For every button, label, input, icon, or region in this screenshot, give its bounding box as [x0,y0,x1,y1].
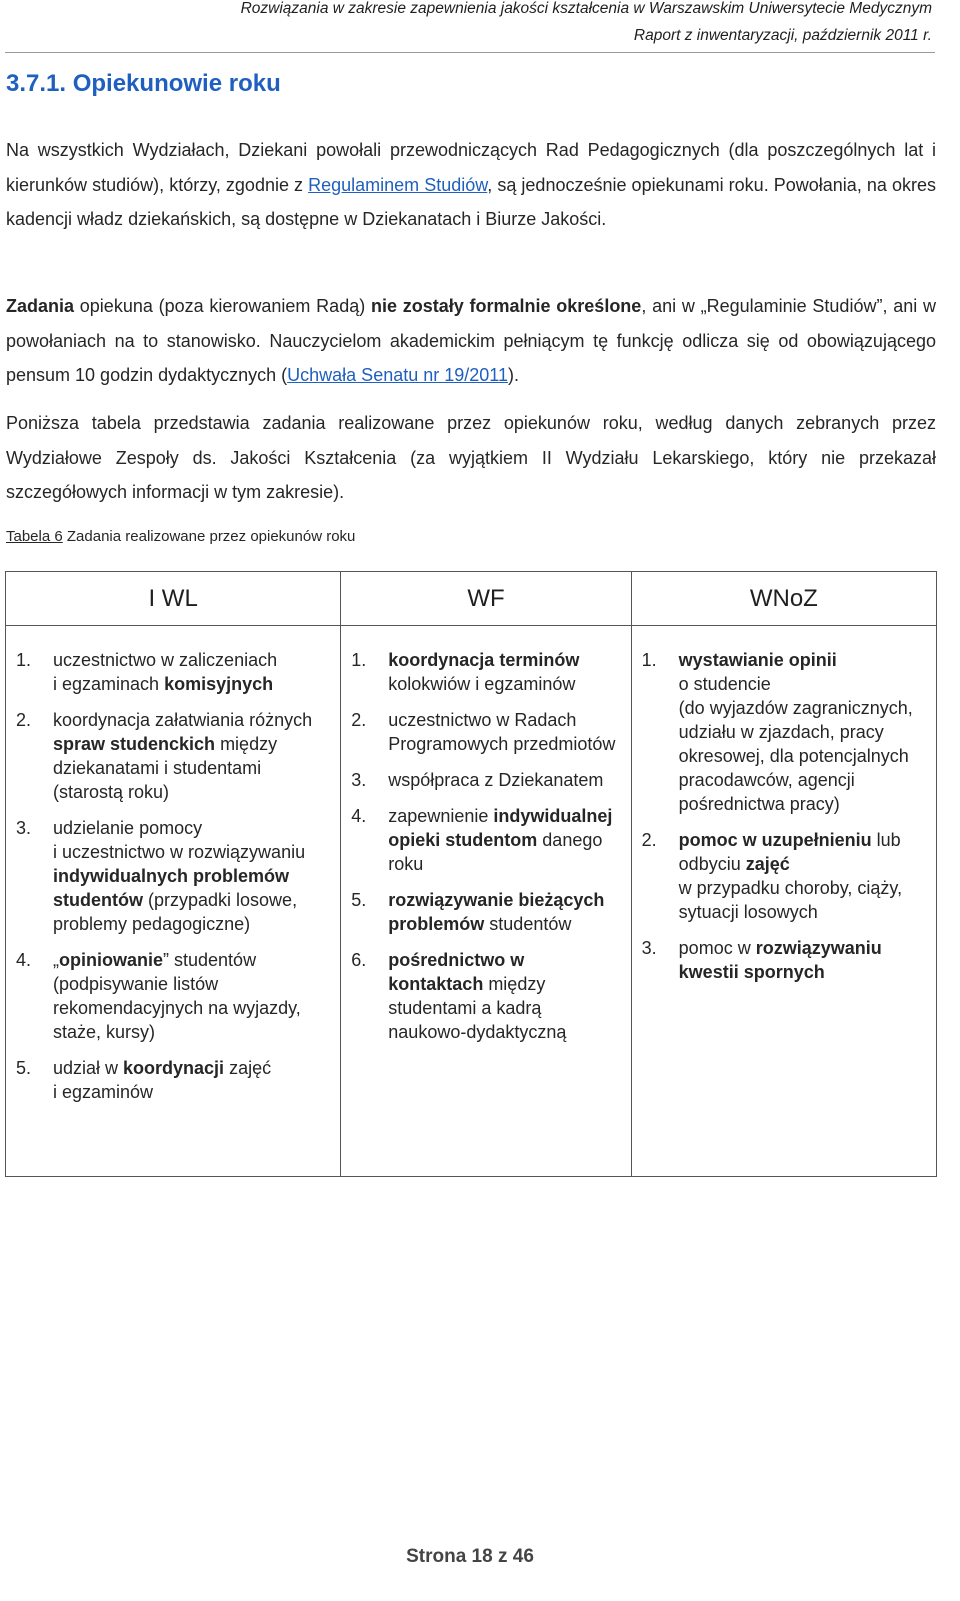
paragraph-2-bold-b: nie zostały formalnie określone [370,296,642,316]
task-number: 4. [16,950,32,970]
paragraph-1 [6,133,936,237]
column-header-iwl: I WL [6,572,341,626]
paragraph-2-text-a: opiekuna (poza kierowaniem Radą) [74,296,371,316]
task-item [351,648,620,696]
header-subtitle: Raport z inwentaryzacji, październik 2011 r. [633,27,932,44]
task-text: pośrednictwo w kontaktach między studentami a kadrą naukowo-dydaktyczną [388,950,567,1042]
task-item [16,1056,330,1104]
task-text: rozwiązywanie bieżących problemów studentów [388,890,605,934]
paragraph-3: Poniższa tabela przedstawia zadania realizowane przez opiekunów roku, według danych zebranych przez Wydziałowe Zespoły ds. Jakości Kształcenia (za wyjątkiem II Wydziału Lekarskiego, który nie przekazał szczegółowych informacji w tym zakresie). [6,413,936,502]
paragraph-1-text-a: Na wszystkich Wydziałach, Dziekani powołali przewodniczących Rad Pedagogicznych (dla poszczególnych lat i kierunków studiów), którzy, zgodnie z [6,140,936,195]
column-wnoz [631,626,936,1177]
task-text: koordynacja terminów kolokwiów i egzaminów [388,650,580,694]
column-iwl [6,626,341,1177]
column-wf [341,626,631,1177]
tasks-table [5,571,937,1177]
task-number: 2. [641,830,657,850]
column-header-wf: WF [341,572,631,626]
task-text: koordynacja załatwiania różnych spraw studenckich między dziekanatami i studentami (starostą roku) [53,710,313,802]
task-item [16,648,330,696]
task-number: 1. [641,650,657,670]
task-number: 2. [351,710,367,730]
task-text: uczestnictwo w zaliczeniach i egzaminach komisyjnych [53,650,278,694]
task-item [351,888,620,936]
task-number: 5. [351,890,367,910]
task-text: pomoc w rozwiązywaniu kwestii spornych [678,938,882,982]
task-list-wf [351,648,620,1044]
task-number: 3. [16,818,32,838]
task-number: 2. [16,710,32,730]
task-item [351,708,620,756]
task-item [642,648,926,816]
table-caption [6,528,355,545]
table-caption-text: Zadania realizowane przez opiekunów roku [62,528,356,545]
task-text: pomoc w uzupełnieniu lub odbyciu zajęć w przypadku choroby, ciąży, sytuacji losowych [678,830,903,922]
paragraph-1-text-b: , są jednocześnie opiekunami roku. Powołania, na okres kadencji władz dziekańskich, są dostępne w Dziekanatach i Biurze Jakości. [6,174,936,229]
paragraph-2-bold-a: Zadania [6,296,75,316]
column-header-wnoz: WNoZ [631,572,936,626]
task-number: 1. [16,650,32,670]
paragraph-2-text-b: , ani w „Regulaminie Studiów”, ani w powołaniach na to stanowisko. Nauczycielom akademickim pełniącym tę funkcję odlicza się od obowiązującego pensum 10 godzin dydaktycznych ( [6,296,936,385]
task-item [351,768,620,792]
task-item [642,828,926,924]
task-number: 6. [351,950,367,970]
paragraph-2 [6,289,936,393]
task-number: 1. [351,650,367,670]
section-title: 3.7.1. Opiekunowie roku [6,70,281,97]
task-item [351,804,620,876]
task-text: wystawianie opinii o studencie (do wyjazdów zagranicznych, udziału w zjazdach, pracy okresowej, dla potencjalnych pracodawców, agencji pośrednictwa pracy) [678,650,913,814]
header-divider [5,52,935,53]
task-item [16,816,330,936]
task-number: 3. [351,770,367,790]
task-item [16,708,330,804]
page-number: Strona 18 z 46 [406,1546,534,1567]
task-number: 3. [641,938,657,958]
task-list-iwl [16,648,330,1104]
task-text: uczestnictwo w Radach Programowych przedmiotów [388,710,616,754]
task-text: „opiniowanie” studentów (podpisywanie listów rekomendacyjnych na wyjazdy, staże, kursy) [53,950,301,1042]
paragraph-2-text-c: ). [507,365,519,385]
task-item [351,948,620,1044]
regulamin-link[interactable]: Regulaminem Studiów [308,174,488,195]
task-text: udział w koordynacji zajęć i egzaminów [53,1058,272,1102]
task-list-wnoz [642,648,926,984]
uchwala-link[interactable]: Uchwała Senatu nr 19/2011 [287,365,508,385]
table-reference: Tabela 6 [6,528,63,545]
task-number: 4. [351,806,367,826]
task-text: współpraca z Dziekanatem [388,770,604,790]
task-text: zapewnienie indywidualnej opieki studentom danego roku [388,806,613,874]
task-item [642,936,926,984]
header-title: Rozwiązania w zakresie zapewnienia jakości kształcenia w Warszawskim Uniwersytecie Medycznym [240,0,932,17]
task-text: udzielanie pomocy i uczestnictwo w rozwiązywaniu indywidualnych problemów studentów (przypadki losowe, problemy pedagogiczne) [53,818,306,934]
task-number: 5. [16,1058,32,1078]
task-item [16,948,330,1044]
